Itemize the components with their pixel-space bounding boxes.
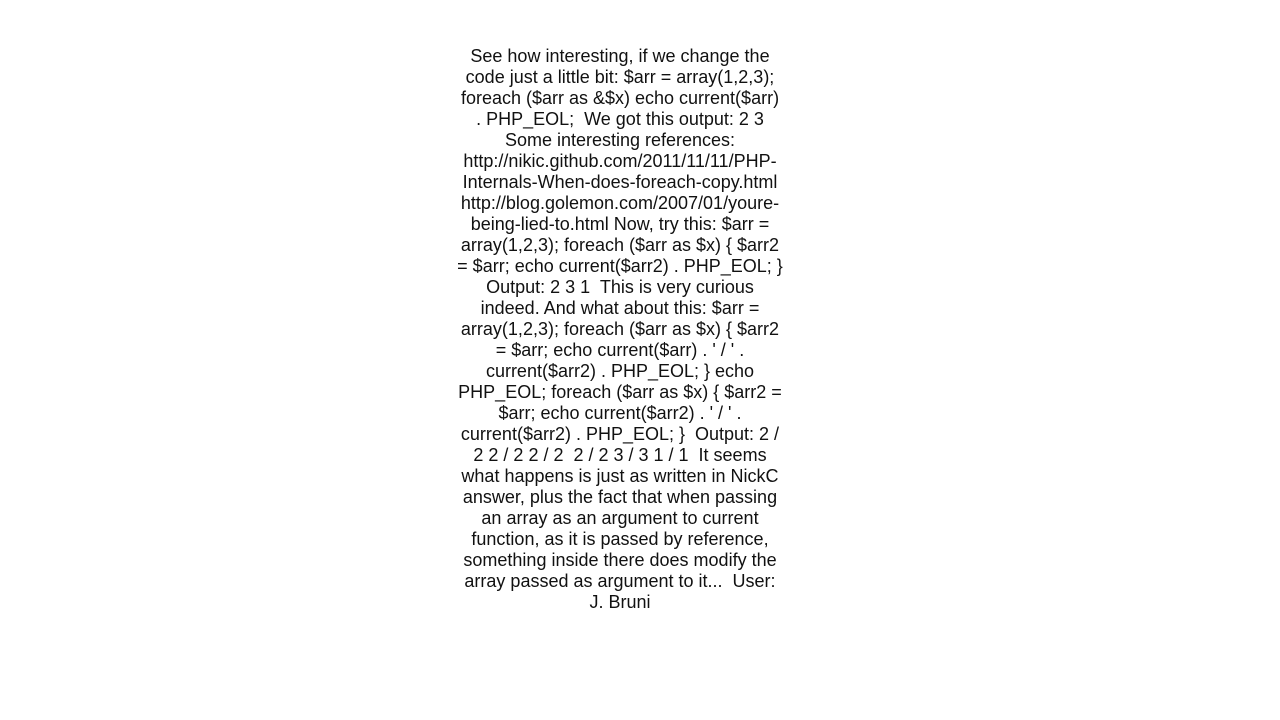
post-body-text: See how interesting, if we change the code just a little bit: $arr = array(1,2,3); foreach ($arr as &$x) echo current($arr) . PHP_EOL; We got this output: 2 3 Some interesting references: http://nikic.github.com/2011/11/11/PHP-Internals-When-does-foreach-copy.html http://blog.golemon.com/2007/01/youre-being-lied-to.html Now, try this: $arr = array(1,2,3); foreach ($arr as $x) { $arr2 = $arr; echo current($arr2) . PHP_EOL; } Output: 2 3 1 This is very curious indeed. And what about this: $arr = array(1,2,3); foreach ($arr as $x) { $arr2 = $arr; echo current($arr) . ' / ' . current($arr2) . PHP_EOL; } echo PHP_EOL; foreach ($arr as $x) { $arr2 = $arr; echo current($arr2) . ' / ' . current($arr2) . PHP_EOL; } Output: 2 / 2 2 / 2 2 / 2 2 / 2 3 / 3 1 / 1 It seems what happens is just as written in NickC answer, plus the fact that when passing an array as an argument to current function, as it is passed by reference, something inside there does modify the array passed as argument to it... User: J. Bruni	[457, 46, 793, 612]
